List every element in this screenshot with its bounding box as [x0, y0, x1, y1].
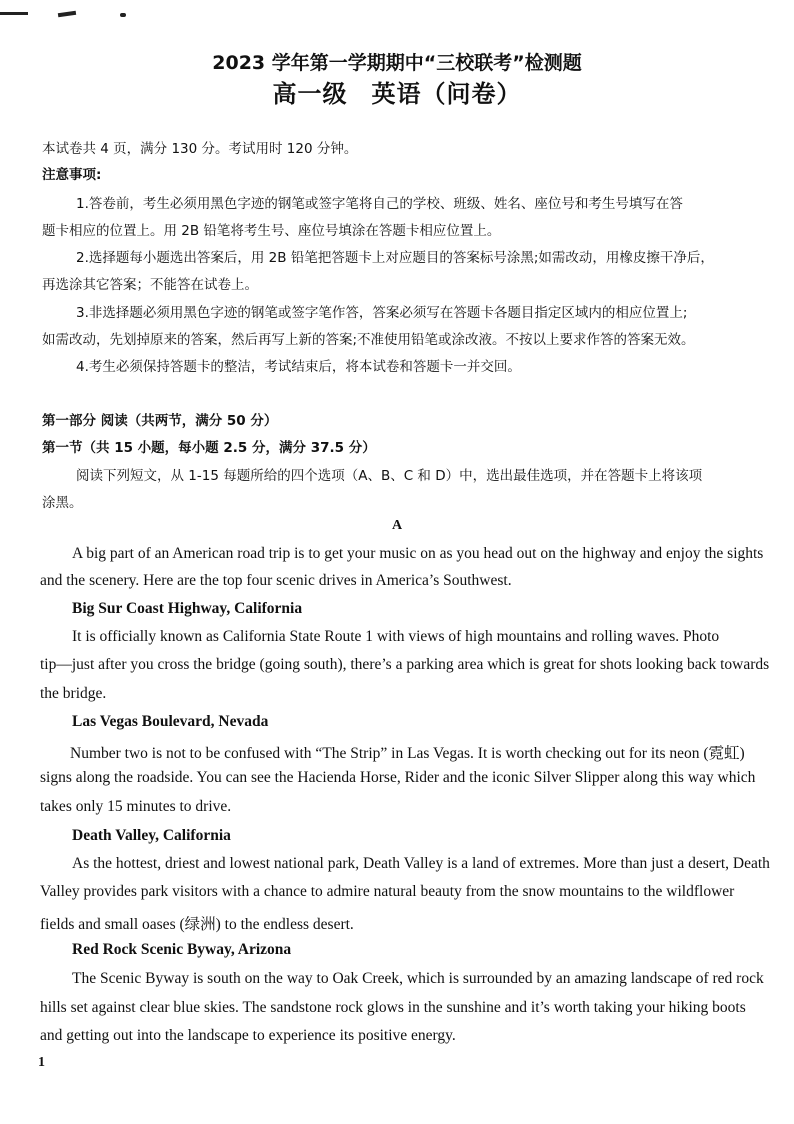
passage-line: Valley provides park visitors with a chance to admire natural beauty from the snow mountains to the wildflower: [40, 883, 735, 900]
passage-line: and getting out into the landscape to experience its positive energy.: [40, 1027, 456, 1044]
exam-intro: 本试卷共 4 页，满分 130 分。考试用时 120 分钟。: [42, 141, 358, 157]
notice-heading: 注意事项:: [42, 167, 102, 183]
exam-subtitle: [0, 74, 794, 109]
drive-heading: Red Rock Scenic Byway, Arizona: [72, 941, 292, 958]
notice-item: 3.非选择题必须用黑色字迹的钢笔或签字笔作答，答案必须写在答题卡各题目指定区域内的相应位置上;: [76, 305, 688, 321]
page-number: 1: [38, 1055, 45, 1070]
passage-line: The Scenic Byway is south on the way to Oak Creek, which is surrounded by an amazing landscape of red rock: [72, 970, 764, 987]
part-title: 第一部分 阅读（共两节，满分 50 分）: [42, 413, 278, 429]
subject-label: 英语（问卷）: [371, 80, 522, 108]
instruction: 涂黑。: [42, 495, 83, 511]
passage-line: fields and small oases (绿洲) to the endless desert.: [40, 916, 354, 933]
exam-title: 2023 学年第一学期期中“三校联考”检测题: [212, 52, 582, 74]
passage-line: It is officially known as California State Route 1 with views of high mountains and rolling waves. Photo: [72, 628, 720, 645]
passage-line: hills set against clear blue skies. The sandstone rock glows in the sunshine and it’s worth taking your hiking boots: [40, 999, 746, 1016]
notice-item: 再选涂其它答案；不能答在试卷上。: [42, 277, 258, 293]
passage-line: the bridge.: [40, 685, 107, 702]
notice-item: 题卡相应的位置上。用 2B 铅笔将考生号、座位号填涂在答题卡相应位置上。: [42, 223, 501, 239]
passage-line: tip—just after you cross the bridge (going south), there’s a parking area which is great for shots looking back towards: [40, 656, 770, 673]
notice-item: 如需改动，先划掉原来的答案，然后再写上新的答案;不准使用铅笔或涂改液。不按以上要求作答的答案无效。: [42, 332, 695, 348]
passage-line: As the hottest, driest and lowest national park, Death Valley is a land of extremes. More than just a desert, Death: [72, 855, 770, 872]
scan-mark: [0, 12, 28, 15]
passage-line: takes only 15 minutes to drive.: [40, 798, 232, 815]
passage-line: and the scenery. Here are the top four scenic drives in America’s Southwest.: [40, 572, 512, 589]
scan-mark: [120, 13, 126, 17]
drive-heading: Las Vegas Boulevard, Nevada: [72, 713, 269, 730]
passage-line: Number two is not to be confused with “The Strip” in Las Vegas. It is worth checking out for its neon (霓虹): [70, 745, 745, 762]
instruction: 阅读下列短文，从 1-15 每题所给的四个选项（A、B、C 和 D）中，选出最佳选项，并在答题卡上将该项: [76, 468, 703, 484]
passage-line: signs along the roadside. You can see the Hacienda Horse, Rider and the iconic Silver Slipper along this way which: [40, 769, 756, 786]
passage-letter: A: [391, 518, 403, 533]
section-title: 第一节（共 15 小题，每小题 2.5 分，满分 37.5 分）: [42, 440, 376, 456]
drive-heading: Death Valley, California: [72, 827, 231, 844]
notice-item: 4.考生必须保持答题卡的整洁，考试结束后，将本试卷和答题卡一并交回。: [76, 359, 521, 375]
grade-label: 高一级: [272, 80, 348, 108]
passage-line: A big part of an American road trip is to get your music on as you head out on the highway and enjoy the sights: [72, 545, 764, 562]
drive-heading: Big Sur Coast Highway, California: [72, 600, 303, 617]
notice-item: 2.选择题每小题选出答案后，用 2B 铅笔把答题卡上对应题目的答案标号涂黑;如需改动，用橡皮擦干净后，: [76, 250, 714, 266]
scan-mark: [58, 11, 76, 17]
notice-item: 1.答卷前，考生必须用黑色字迹的钢笔或签字笔将自己的学校、班级、姓名、座位号和考生号填写在答: [76, 196, 683, 212]
